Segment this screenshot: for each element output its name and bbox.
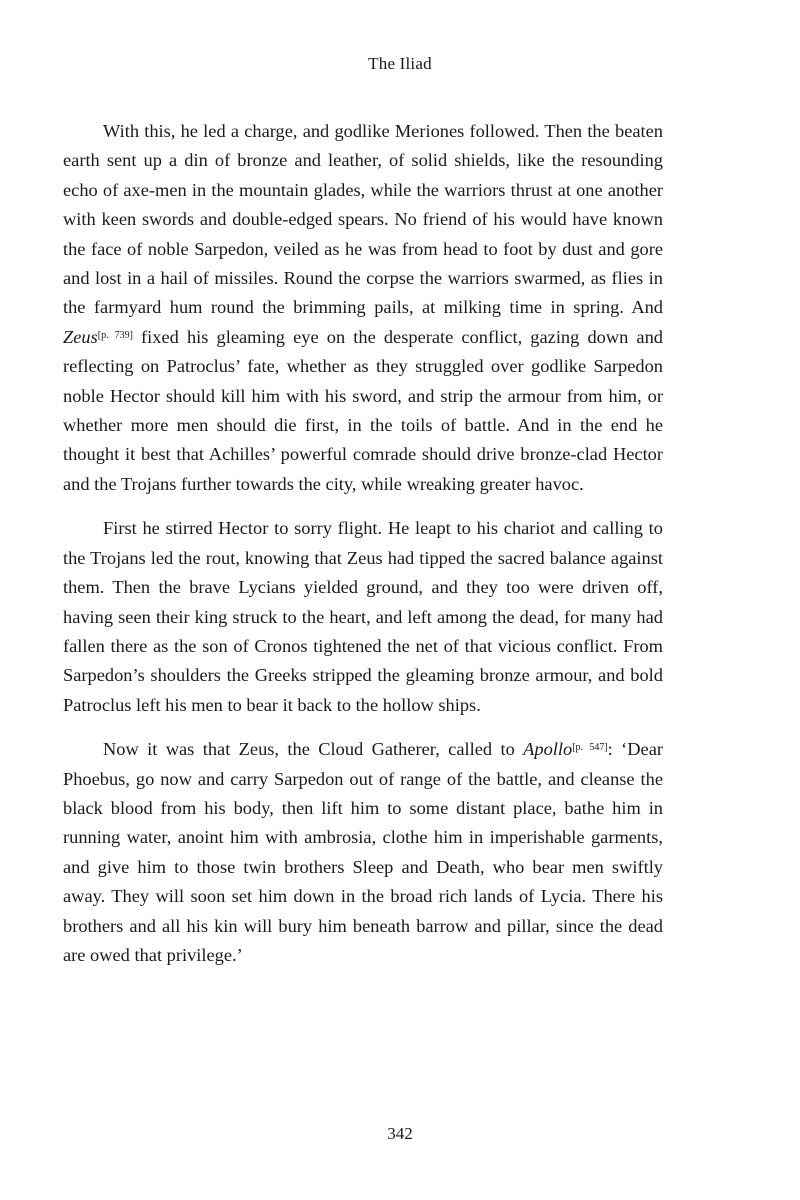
page-number: 342: [387, 1124, 413, 1143]
text-span: First he stirred Hector to sorry flight. He leapt to his chariot and calling to the Trojans led the rout, knowing that Zeus had tipped the sacred balance against them. Then the brave Lycians yielded ground, and they too were driven off, having seen their king struck to the heart, and left among the dead, for many had fallen there as the son of Cronos tightened the net of that vicious conflict. From Sarpedon’s shoulders the Greeks stripped the gleaming bronze armour, and bold Patroclus left his men to bear it back to the hollow ships.: [63, 518, 663, 715]
text-span: With this, he led a charge, and godlike Meriones followed. Then the beaten earth sent up a din of bronze and leather, of solid shields, like the resounding echo of axe-men in the mountain glades, while the warriors thrust at one another with keen swords and double-edged spears. No friend of his would have known the face of noble Sarpedon, veiled as he was from head to foot by dust and gore and lost in a hail of missiles. Round the corpse the warriors swarmed, as flies in the farmyard hum round the brimming pails, at milking time in spring. And: [63, 121, 663, 318]
paragraph: [63, 117, 663, 499]
text-span: Now it was that Zeus, the Cloud Gatherer, called to: [103, 739, 524, 760]
link-apollo[interactable]: Apollo: [523, 739, 573, 760]
running-head: The Iliad: [368, 54, 432, 73]
page-reference: [p. 739]: [97, 329, 133, 341]
text-span: : ‘Dear Phoebus, go now and carry Sarpedon out of range of the battle, and cleanse the black blood from his body, then lift him to some distant place, bathe him in running water, anoint him with ambrosia, clothe him in imperishable garments, and give him to those twin brothers Sleep and Death, who bear men swiftly away. They will soon set him down in the broad rich lands of Lycia. There his brothers and all his kin will bury him beneath barrow and pillar, since the dead are owed that privilege.’: [63, 739, 664, 965]
text-span: fixed his gleaming eye on the desperate conflict, gazing down and reflecting on Patroclus’ fate, whether as they struggled over godlike Sarpedon noble Hector should kill him with his sword, and strip the armour from him, or whether more men should die first, in the toils of battle. And in the end he thought it best that Achilles’ powerful comrade should drive bronze-clad Hector and the Trojans further towards the city, while wreaking greater havoc.: [63, 326, 663, 494]
paragraph: [63, 735, 663, 970]
paragraph: [63, 514, 663, 720]
link-zeus[interactable]: Zeus: [63, 326, 98, 347]
body-text: [63, 117, 663, 985]
page-reference: [p. 547]: [572, 742, 608, 754]
